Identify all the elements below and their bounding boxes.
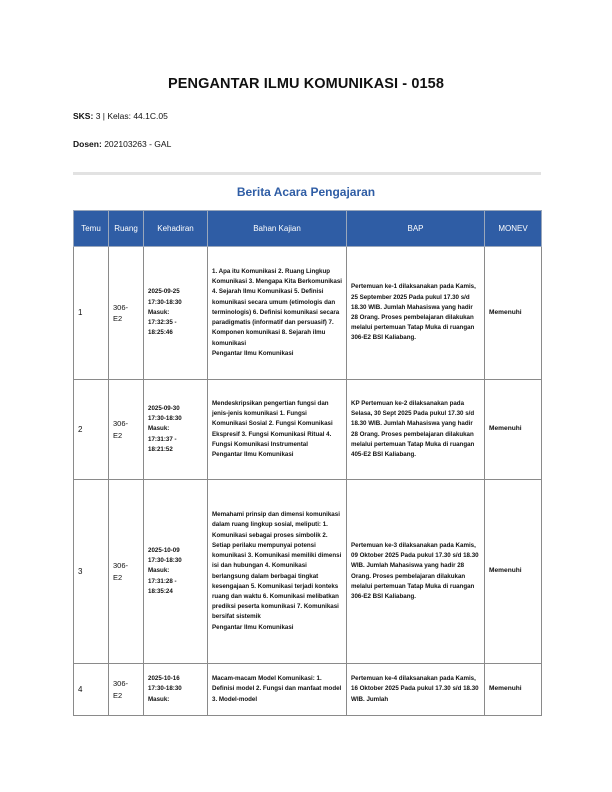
header-bap: BAP xyxy=(347,211,485,247)
cell-bap: KP Pertemuan ke-2 dilaksanakan pada Selasa, 30 Sept 2025 Pada pukul 17.30 s/d 18.30 WIB. Jumlah Mahasiswa yang hadir 28 Orang. Proses pembelajaran dilakukan melalui pertemuan Tatap Muka di ruangan 405-E2 BSI Kaliabang. xyxy=(347,380,485,480)
header-bahan-kajian: Bahan Kajian xyxy=(208,211,347,247)
cell-kehadiran: 2025-09-30 17:30-18:30 Masuk: 17:31:37 - 18:21:52 xyxy=(144,380,208,480)
dosen-value: 202103263 - GAL xyxy=(104,139,172,149)
cell-temu: 1 xyxy=(74,247,109,380)
cell-bahan-kajian: Mendeskripsikan pengertian fungsi dan jenis-jenis komunikasi 1. Fungsi Komunikasi Sosial 2. Fungsi Komunikasi Ekspresif 3. Fungsi Komunikasi Ritual 4. Fungsi Komunikasi Instrumental Pengantar Ilmu Komunikasi xyxy=(208,380,347,480)
cell-bap: Pertemuan ke-3 dilaksanakan pada Kamis, 09 Oktober 2025 Pada pukul 17.30 s/d 18.30 WIB. Jumlah Mahasiswa yang hadir 28 Orang. Proses pembelajaran dilakukan melalui pertemuan Tatap Muka di ruangan 306-E2 BSI Kaliabang. xyxy=(347,480,485,664)
cell-bap: Pertemuan ke-1 dilaksanakan pada Kamis, 25 September 2025 Pada pukul 17.30 s/d 18.30 WIB. Jumlah Mahasiswa yang hadir 28 Orang. Proses pembelajaran dilakukan melalui pertemuan Tatap Muka di ruangan 306-E2 BSI Kaliabang. xyxy=(347,247,485,380)
table-header-row xyxy=(74,211,542,247)
page-title: PENGANTAR ILMU KOMUNIKASI - 0158 xyxy=(167,76,445,92)
cell-monev: Memenuhi xyxy=(485,480,542,664)
cell-kehadiran: 2025-09-25 17:30-18:30 Masuk: 17:32:35 - 18:25:46 xyxy=(144,247,208,380)
cell-monev: Memenuhi xyxy=(485,380,542,480)
cell-ruang: 306- E2 xyxy=(109,380,144,480)
dosen-label: Dosen: xyxy=(73,139,102,149)
divider xyxy=(73,172,541,175)
table-row xyxy=(74,380,542,480)
cell-bahan-kajian: 1. Apa itu Komunikasi 2. Ruang Lingkup Komunikasi 3. Mengapa Kita Berkomunikasi 4. Sejarah Ilmu Komunikasi 5. Definisi komunikasi secara umum (etimologis dan terminologis) 6. Definisi komunikasi secara paradigmatis (informatif dan persuasif) 7. Komponen komunikasi 8. Sejarah ilmu komunikasi Pengantar Ilmu Komunikasi xyxy=(208,247,347,380)
table-row xyxy=(74,247,542,380)
sks-label: SKS: xyxy=(73,111,94,121)
header-ruang: Ruang xyxy=(109,211,144,247)
cell-bap: Pertemuan ke-4 dilaksanakan pada Kamis, 16 Oktober 2025 Pada pukul 17.30 s/d 18.30 WIB. Jumlah xyxy=(347,664,485,716)
cell-temu: 4 xyxy=(74,664,109,716)
cell-kehadiran: 2025-10-09 17:30-18:30 Masuk: 17:31:28 - 18:35:24 xyxy=(144,480,208,664)
cell-ruang: 306- E2 xyxy=(109,664,144,716)
header-monev: MONEV xyxy=(485,211,542,247)
cell-ruang: 306- E2 xyxy=(109,247,144,380)
cell-monev: Memenuhi xyxy=(485,247,542,380)
sks-line xyxy=(73,111,168,121)
header-temu: Temu xyxy=(74,211,109,247)
table-row xyxy=(74,480,542,664)
bap-table xyxy=(73,210,542,716)
cell-ruang: 306- E2 xyxy=(109,480,144,664)
dosen-line xyxy=(73,139,171,149)
table-row xyxy=(74,664,542,716)
cell-temu: 2 xyxy=(74,380,109,480)
section-title: Berita Acara Pengajaran xyxy=(236,185,376,199)
cell-temu: 3 xyxy=(74,480,109,664)
cell-bahan-kajian: Macam-macam Model Komunikasi: 1. Definisi model 2. Fungsi dan manfaat model 3. Model-model xyxy=(208,664,347,716)
cell-kehadiran: 2025-10-16 17:30-18:30 Masuk: xyxy=(144,664,208,716)
header-kehadiran: Kehadiran xyxy=(144,211,208,247)
cell-bahan-kajian: Memahami prinsip dan dimensi komunikasi dalam ruang lingkup sosial, meliputi: 1. Komunikasi sebagai proses simbolik 2. Setiap perilaku mempunyai potensi komunikasi 3. Komunikasi memiliki dimensi isi dan hubungan 4. Komunikasi berlangsung dalam berbagai tingkat kesengajaan 5. Komunikasi terjadi konteks ruang dan waktu 6. Komunikasi melibatkan prediksi peserta komunikasi 7. Komunikasi bersifat sistemik Pengantar Ilmu Komunikasi xyxy=(208,480,347,664)
cell-monev: Memenuhi xyxy=(485,664,542,716)
sks-value: 3 | Kelas: 44.1C.05 xyxy=(95,111,168,121)
